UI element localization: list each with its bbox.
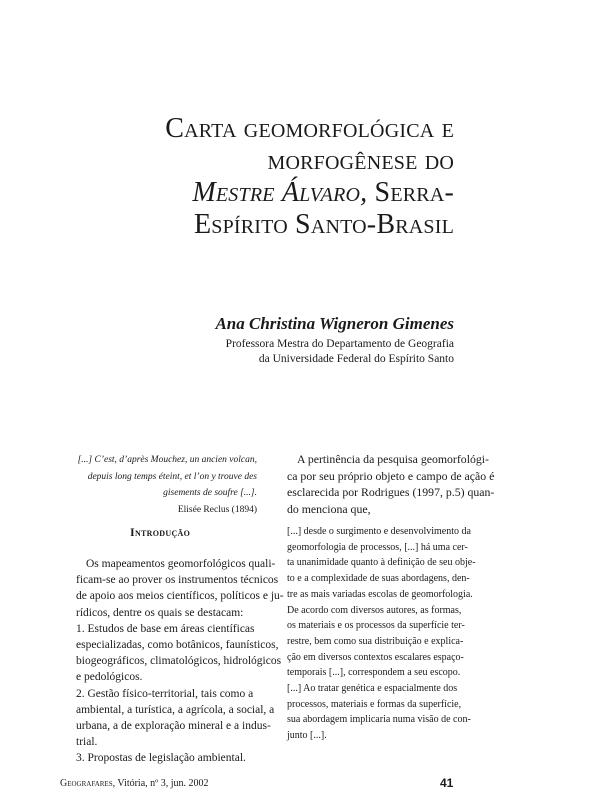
paragraph-line: do menciona que, <box>287 501 371 516</box>
quote-line: to e a complexidade de suas abordagens, den- <box>287 573 470 585</box>
paragraph-line: esclarecida por Rodrigues (1997, p.5) quan- <box>287 485 495 499</box>
paragraph-line: A pertinência da pesquisa geomorfológi- <box>297 452 489 466</box>
list-item-line: ambiental, a turística, a agrícola, a social, a <box>76 703 275 716</box>
quote-line: ção em diversos contextos escalares espaço- <box>287 651 464 663</box>
quote-line: junto [...]. <box>287 730 327 742</box>
page-number: 41 <box>440 776 454 790</box>
journal-details: , Vitória, nº 3, jun. 2002 <box>112 778 209 789</box>
paragraph-line: ficam-se ao prover os instrumentos técnicos <box>76 574 279 587</box>
paragraph-line: de apoio aos meios científicos, políticos e ju- <box>76 590 284 603</box>
epigraph-line: depuis long temps éteint, et l’on y trouve des <box>87 471 257 482</box>
footer-citation <box>60 778 209 789</box>
paragraph-line: rídicos, dentre os quais se destacam: <box>76 606 244 619</box>
left-column-text <box>76 556 284 767</box>
list-item-line: 3. Propostas de legislação ambiental. <box>76 752 246 765</box>
title-line-4: Espírito Santo-Brasil <box>193 209 454 240</box>
list-item-line: trial. <box>76 736 98 749</box>
list-item-line: urbana, a de exploração mineral e a indus- <box>76 720 271 733</box>
author-name: Ana Christina Wigneron Gimenes <box>215 314 454 333</box>
block-quote <box>287 524 476 744</box>
epigraph-line: gisements de soufre [...]. <box>163 488 257 498</box>
quote-line: sua abordagem implicaria numa visão de con- <box>287 714 471 726</box>
title-line-2: morfogênese do <box>267 145 454 176</box>
epigraph-line: [...] C’est, d’après Mouchez, un ancien volcan, <box>77 455 257 465</box>
right-column-text <box>287 451 495 517</box>
paragraph-line: ca por seu próprio objeto e campo de ação é <box>287 468 495 483</box>
quote-line: geomorfologia de processos, [...] há uma cer- <box>287 541 468 553</box>
epigraph-attribution: Elisée Reclus (1894) <box>177 504 257 515</box>
quote-line: De acordo com diversos autores, as formas, <box>287 604 462 616</box>
title-line-1: Carta geomorfológica e <box>165 113 454 144</box>
quote-line: ta unanimidade quanto à definição de seu obje- <box>287 557 476 569</box>
quote-line: temporais [...], correspondem a seu escopo. <box>287 667 461 679</box>
list-item-line: especializadas, como botânicos, faunísticos, <box>76 639 279 652</box>
author-affiliation <box>226 337 454 366</box>
list-item-line: 1. Estudos de base em áreas científicas <box>76 622 255 635</box>
article-title <box>54 113 454 241</box>
quote-line: restre, bem como sua distribuição e explica- <box>287 635 464 647</box>
list-item-line: e pedológicos. <box>76 671 143 684</box>
affiliation-line: da Universidade Federal do Espírito Santo <box>258 352 454 365</box>
quote-line: tre as mais variadas escolas de geomorfologia. <box>287 588 473 600</box>
paragraph-line: Os mapeamentos geomorfológicos quali- <box>86 558 276 570</box>
list-item-line: 2. Gestão físico-territorial, tais como a <box>76 687 254 700</box>
section-heading-introducao: Introdução <box>130 525 191 539</box>
affiliation-line: Professora Mestra do Departamento de Geografia <box>225 338 454 350</box>
quote-line: [...] desde o surgimento e desenvolvimento da <box>287 526 471 537</box>
list-item-line: biogeográficos, climatológicos, hidrológicos <box>76 655 282 668</box>
quote-line: processos, materiais e formas da superfície, <box>287 698 462 710</box>
quote-line: os materiais e os processos da superfície ter- <box>287 620 465 632</box>
quote-line: [...] Ao tratar genética e espacialmente dos <box>287 683 458 695</box>
journal-name: Geografares <box>60 778 113 789</box>
title-italic-name: Mestre Álvaro, <box>192 177 368 208</box>
title-line-3 <box>54 177 454 209</box>
epigraph <box>60 452 257 518</box>
title-line-3-rest: Serra- <box>367 177 454 208</box>
